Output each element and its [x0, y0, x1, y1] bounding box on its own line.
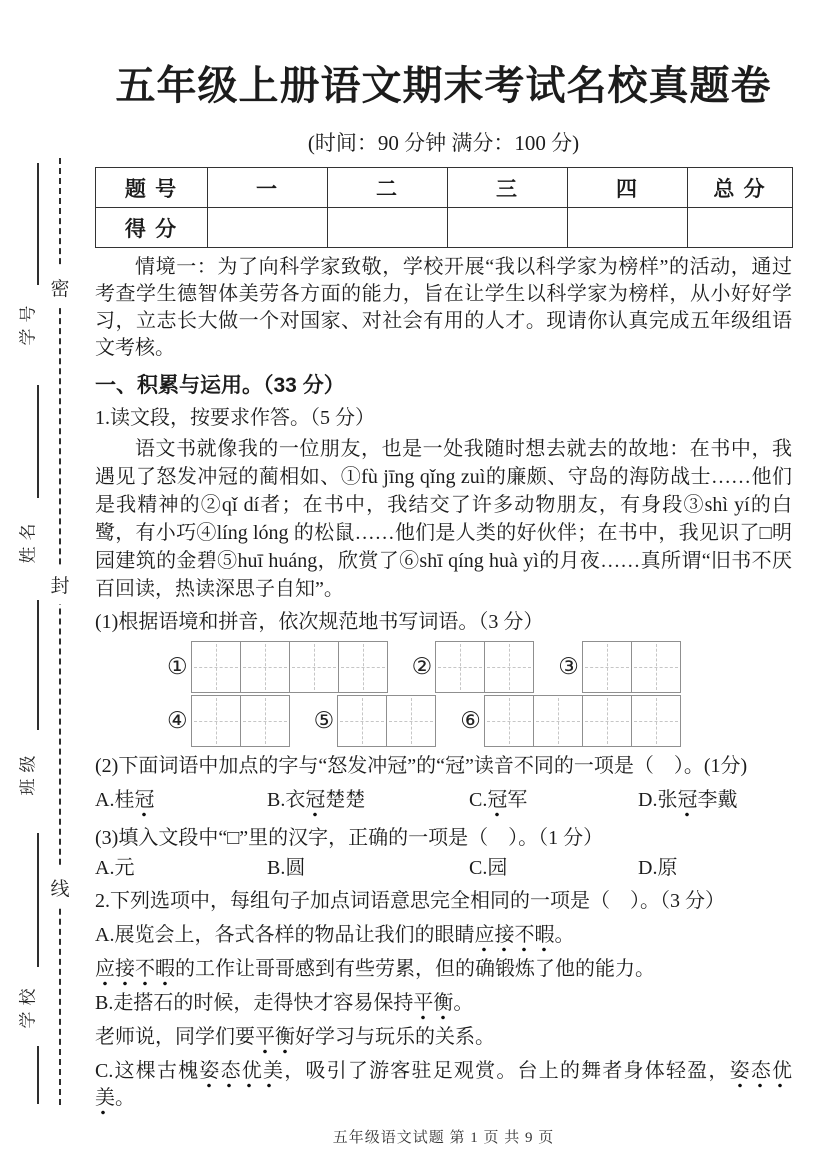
seal-char-xian: 线 [50, 868, 70, 907]
score-table-header-row [96, 168, 793, 208]
question-1-3-options [95, 855, 792, 882]
score-table [95, 167, 793, 248]
pinyin-writing-grid [95, 641, 792, 747]
option-c: C.园 [469, 857, 508, 879]
pinyin-grid-group [558, 641, 681, 693]
sentence-line [95, 1024, 792, 1051]
pinyin-grid-group [412, 641, 535, 693]
emphasized-word: 平衡 [255, 1026, 295, 1054]
field-line [37, 163, 39, 285]
text-run: B.走搭石的时候，走得快才容易保持 [95, 992, 414, 1014]
score-header-cell: 总 分 [688, 168, 793, 208]
writing-cells [192, 641, 388, 693]
score-empty-cell [448, 208, 568, 248]
score-header-cell: 三 [448, 168, 568, 208]
writing-cells [436, 641, 534, 693]
writing-cell [338, 641, 388, 693]
text-run: B.衣 [267, 789, 306, 811]
emphasized-word: 平衡 [413, 992, 453, 1020]
text-run: C. [469, 789, 488, 811]
writing-cell [191, 695, 241, 747]
item-number: ⑤ [313, 708, 335, 733]
scenario-intro-paragraph: 情境一：为了向科学家致敬，学校开展“我以科学家为榜样”的活动，通过考查学生德智体美劳各方面的能力，旨在让学生以科学家为榜样，从小好好学习，立志长大做一个对国家、对社会有用的人才。现请你认真完成五年级组语文考核。 [95, 256, 792, 359]
pinyin-grid-group [167, 641, 388, 693]
score-header-cell: 四 [568, 168, 688, 208]
text-run: 军 [507, 789, 528, 811]
score-row-label: 得 分 [96, 208, 208, 248]
pinyin-grid-group [314, 695, 437, 747]
question-2-option-sentences [95, 922, 792, 1112]
text-run: 好学习与玩乐的关系。 [295, 1026, 495, 1048]
item-number: ① [167, 654, 188, 679]
writing-cell [631, 641, 681, 693]
seal-char-feng: 封 [50, 565, 70, 604]
emphasized-word: 姿态优美 [95, 1060, 792, 1115]
reading-passage: 语文书就像我的一位朋友，也是一处我随时想去就去的故地：在书中，我遇见了怒发冲冠的蔺相如、①fù jīng qǐng zuì的廉颇、守岛的海防战士……他们是我精神的②qǐ dí者；在书中，我结交了许多动物朋友，有身段③shì yí的白鹭，有小巧④líng lóng 的松鼠……他们是人类的好伙伴；在书中，我见识了□明园建筑的金碧⑤huī huáng，欣赏了⑥shī qíng huà yì的月夜……真所谓“旧书不厌百回读，热读深思子自知”。 [95, 438, 792, 600]
writing-cells [338, 695, 436, 747]
writing-cells [583, 641, 681, 693]
emphasized-word: 冠 [305, 789, 325, 817]
score-table-score-row [96, 208, 793, 248]
question-1-3-stem: (3)填入文段中“□”里的汉字，正确的一项是（ ）。（1 分） [95, 827, 604, 849]
pinyin-grid-group [460, 695, 681, 747]
item-number: ④ [167, 708, 188, 733]
text-run: 。 [115, 1087, 135, 1109]
option-d: D.原 [638, 857, 678, 879]
writing-cell [582, 641, 632, 693]
page-title: 五年级上册语文期末考试名校真题卷 [115, 63, 772, 108]
writing-cell [631, 695, 681, 747]
writing-cells [192, 695, 290, 747]
writing-cell [191, 641, 241, 693]
writing-cell [484, 641, 534, 693]
option-b [267, 787, 469, 814]
emphasized-word: 姿态优美 [199, 1060, 284, 1088]
option-d [638, 787, 792, 814]
option-a: A.元 [95, 857, 135, 879]
question-1-1-stem: (1)根据语境和拼音，依次规范地书写词语。（3 分） [95, 611, 544, 633]
question-2-stem: 2.下列选项中，每组句子加点词语意思完全相同的一项是（ ）。（3 分） [95, 890, 725, 912]
item-number: ② [411, 654, 433, 679]
pinyin-grid-row [167, 641, 792, 693]
pinyin-grid-group [167, 695, 290, 747]
writing-cell [484, 695, 534, 747]
score-empty-cell [568, 208, 688, 248]
question-1-2-stem: (2)下面词语中加点的字与“怒发冲冠”的“冠”读音不同的一项是（ ）。(1分) [95, 755, 748, 777]
text-run: 的工作让哥哥感到有些劳累，但的确锻炼了他的能力。 [175, 958, 655, 980]
class-label: 班级 [18, 749, 38, 796]
field-line [37, 1046, 39, 1104]
text-run: 。 [554, 924, 575, 946]
text-run: 楚楚 [325, 789, 366, 811]
sentence-line [95, 922, 792, 949]
text-run: A.展览会上，各式各样的物品让我们的眼睛 [95, 924, 475, 946]
text-run: 老师说，同学们要 [95, 1026, 255, 1048]
sentence-line [95, 956, 792, 983]
text-run: 。 [453, 992, 474, 1014]
score-header-cell: 题 号 [96, 168, 208, 208]
text-run: D.张 [638, 789, 678, 811]
writing-cell [582, 695, 632, 747]
text-run: 李戴 [697, 789, 738, 811]
school-label: 学校 [18, 982, 38, 1029]
writing-cell [289, 641, 339, 693]
field-line [37, 600, 39, 730]
content-column [95, 0, 792, 1112]
time-score-subtitle: (时间：90 分钟 满分：100 分) [307, 131, 580, 155]
item-number: ⑥ [460, 708, 481, 733]
page-footer: 五年级语文试题 第 1 页 共 9 页 [332, 1130, 555, 1146]
writing-cell [386, 695, 436, 747]
sentence-line [95, 1058, 792, 1112]
score-header-cell: 二 [328, 168, 448, 208]
score-empty-cell [208, 208, 328, 248]
writing-cell [337, 695, 387, 747]
text-run: ，吸引了游客驻足观赏。台上的舞者身体轻盈， [284, 1060, 730, 1082]
student-id-label: 学号 [18, 299, 38, 346]
question-1-2-options [95, 787, 792, 814]
writing-cell [240, 641, 290, 693]
score-empty-cell [328, 208, 448, 248]
pinyin-grid-row [167, 695, 792, 747]
sentence-line [95, 990, 792, 1017]
question-1-stem: 1.读文段，按要求作答。（5 分） [95, 407, 375, 429]
field-line [37, 385, 39, 498]
seal-char-mi: 密 [50, 268, 70, 307]
emphasized-word: 应接不暇 [95, 958, 175, 986]
score-empty-cell [688, 208, 793, 248]
item-number: ③ [558, 654, 579, 679]
option-c [469, 787, 638, 814]
score-header-cell: 一 [208, 168, 328, 208]
writing-cells [485, 695, 681, 747]
option-b: B.圆 [267, 857, 306, 879]
option-a [95, 787, 267, 814]
student-name-label: 姓名 [18, 517, 38, 564]
writing-cell [435, 641, 485, 693]
emphasized-word: 冠 [134, 789, 154, 817]
text-run: A.桂 [95, 789, 135, 811]
emphasized-word: 应接不暇 [474, 924, 554, 952]
emphasized-word: 冠 [677, 789, 697, 817]
writing-cell [533, 695, 583, 747]
field-line [37, 833, 39, 967]
emphasized-word: 冠 [487, 789, 507, 817]
section-one-heading: 一、积累与运用。（33 分） [95, 374, 345, 397]
text-run: C.这棵古槐 [95, 1060, 200, 1082]
writing-cell [240, 695, 290, 747]
